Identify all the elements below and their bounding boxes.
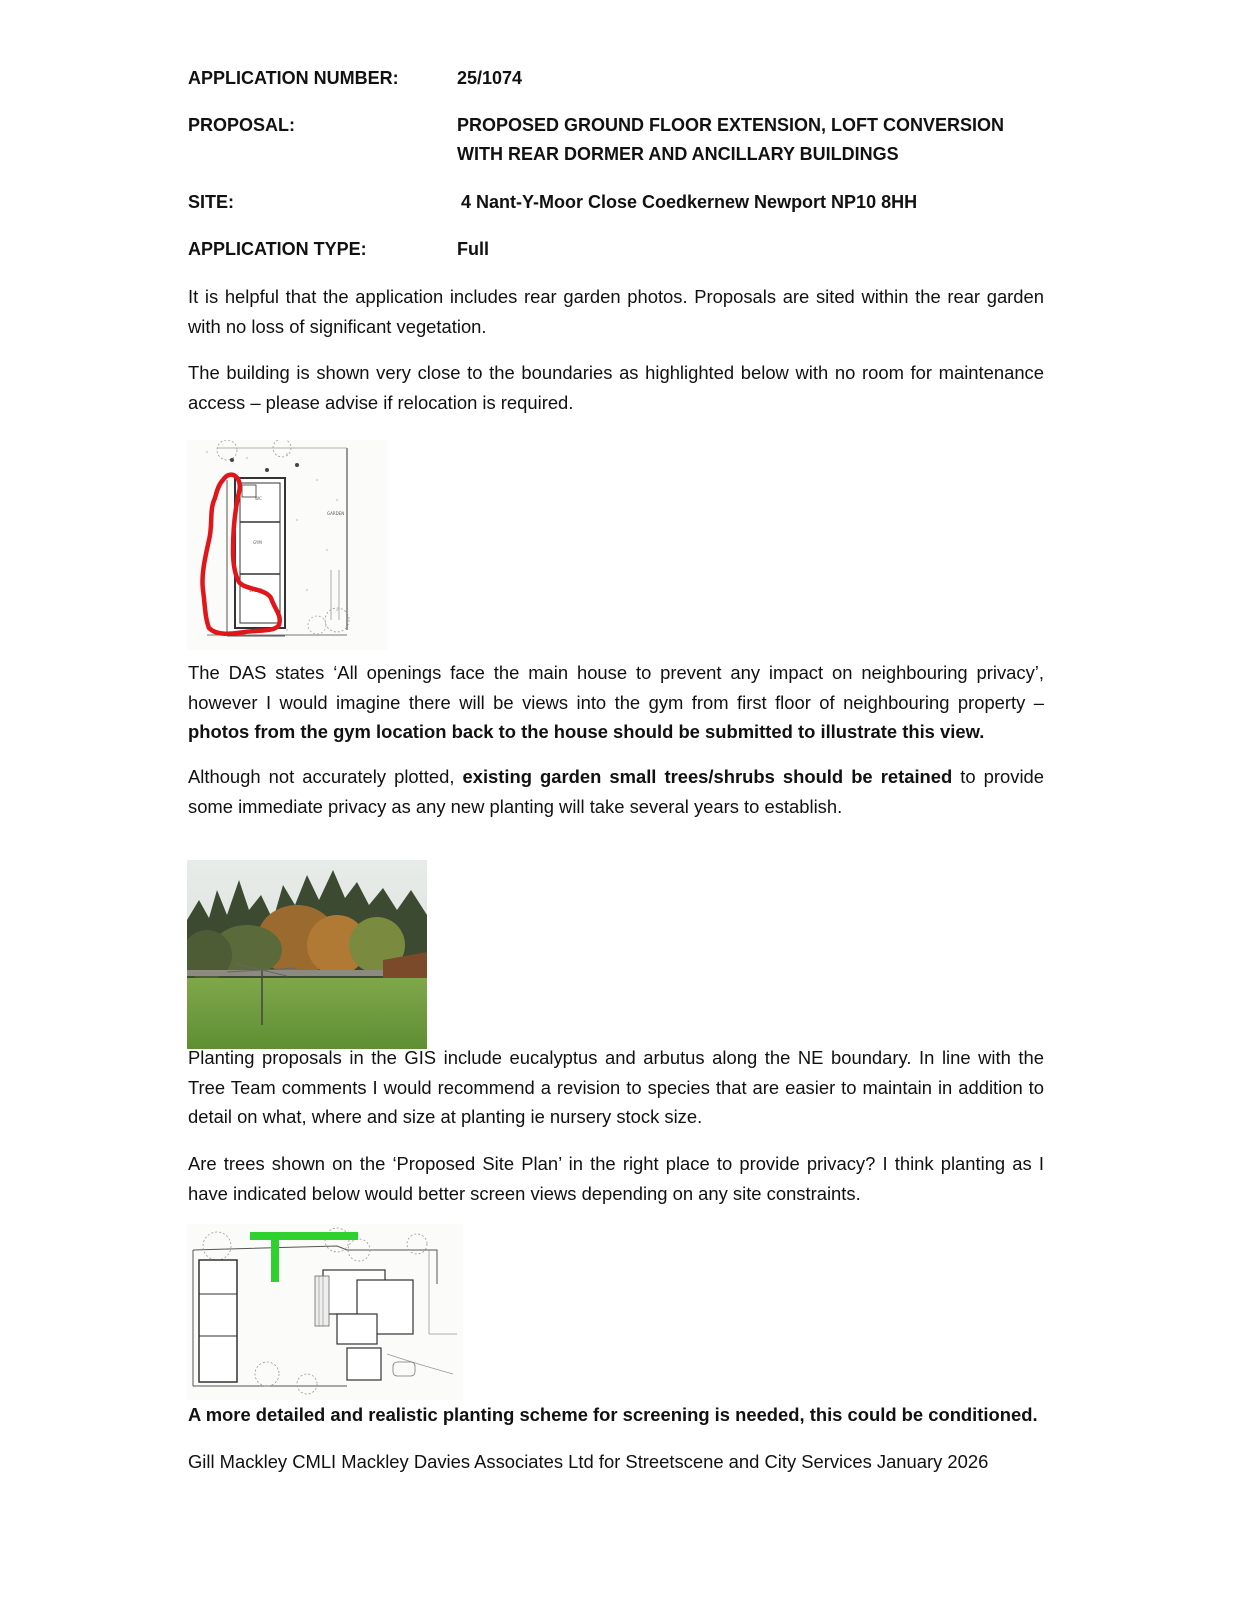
signature: Gill Mackley CMLI Mackley Davies Associates Ltd for Streetscene and City Services January 2026	[188, 1451, 989, 1472]
paragraph-trees-site-plan: Are trees shown on the ‘Proposed Site Plan’ in the right place to provide privacy? I think planting as I have indicated below would better screen views depending on any site constraints.	[188, 1153, 1044, 1204]
retain-end: to provide some immediate privacy as any new planting will take several years to establish.	[188, 766, 1044, 817]
proposal-label: PROPOSAL:	[188, 115, 296, 135]
svg-text:STORE: STORE	[249, 588, 263, 593]
paragraph-boundaries: The building is shown very close to the boundaries as highlighted below with no room for maintenance access – please advise if relocation is required.	[188, 362, 1044, 413]
application-number: 25/1074	[457, 68, 523, 88]
paragraph-garden-photos: It is helpful that the application includes rear garden photos. Proposals are sited within the rear garden with no loss of significant vegetation.	[188, 286, 1044, 337]
paragraph-das-openings	[188, 658, 1044, 747]
proposed-site-plan-screening	[187, 1224, 463, 1400]
site-label: SITE:	[188, 192, 235, 212]
retain-bold: existing garden small trees/shrubs should be retained	[462, 766, 953, 787]
paragraph-planting-proposals: Planting proposals in the GIS include eucalyptus and arbutus along the NE boundary. In line with the Tree Team comments I would recommend a revision to species that are easier to maintain in addition to detail on what, where and size at planting ie nursery stock size.	[188, 1047, 1044, 1127]
site-address: 4 Nant-Y-Moor Close Coedkernew Newport NP10 8HH	[461, 192, 918, 212]
svg-text:GYM: GYM	[253, 540, 262, 545]
paragraph-retain-trees	[188, 762, 1044, 821]
das-request-bold: photos from the gym location back to the house should be submitted to illustrate this view.	[188, 721, 985, 742]
garden-label: GARDEN	[327, 511, 345, 516]
proposal-text: PROPOSED GROUND FLOOR EXTENSION, LOFT CONVERSION WITH REAR DORMER AND ANCILLARY BUILDINGS	[457, 115, 1005, 164]
site-plan-boundary-highlight	[187, 440, 387, 650]
conclusion: A more detailed and realistic planting scheme for screening is needed, this could be conditioned.	[188, 1404, 1038, 1425]
application-type-label: APPLICATION TYPE:	[188, 239, 367, 259]
rear-garden-photo	[187, 860, 427, 1049]
application-number-label: APPLICATION NUMBER:	[188, 68, 399, 88]
retain-start: Although not accurately plotted,	[188, 766, 463, 787]
das-text: The DAS states ‘All openings face the main house to prevent any impact on neighbouring privacy’, however I would imagine there will be views into the gym from first floor of neighbouring property –	[188, 662, 1044, 713]
application-type: Full	[457, 239, 489, 259]
svg-text:WC: WC	[255, 496, 262, 501]
